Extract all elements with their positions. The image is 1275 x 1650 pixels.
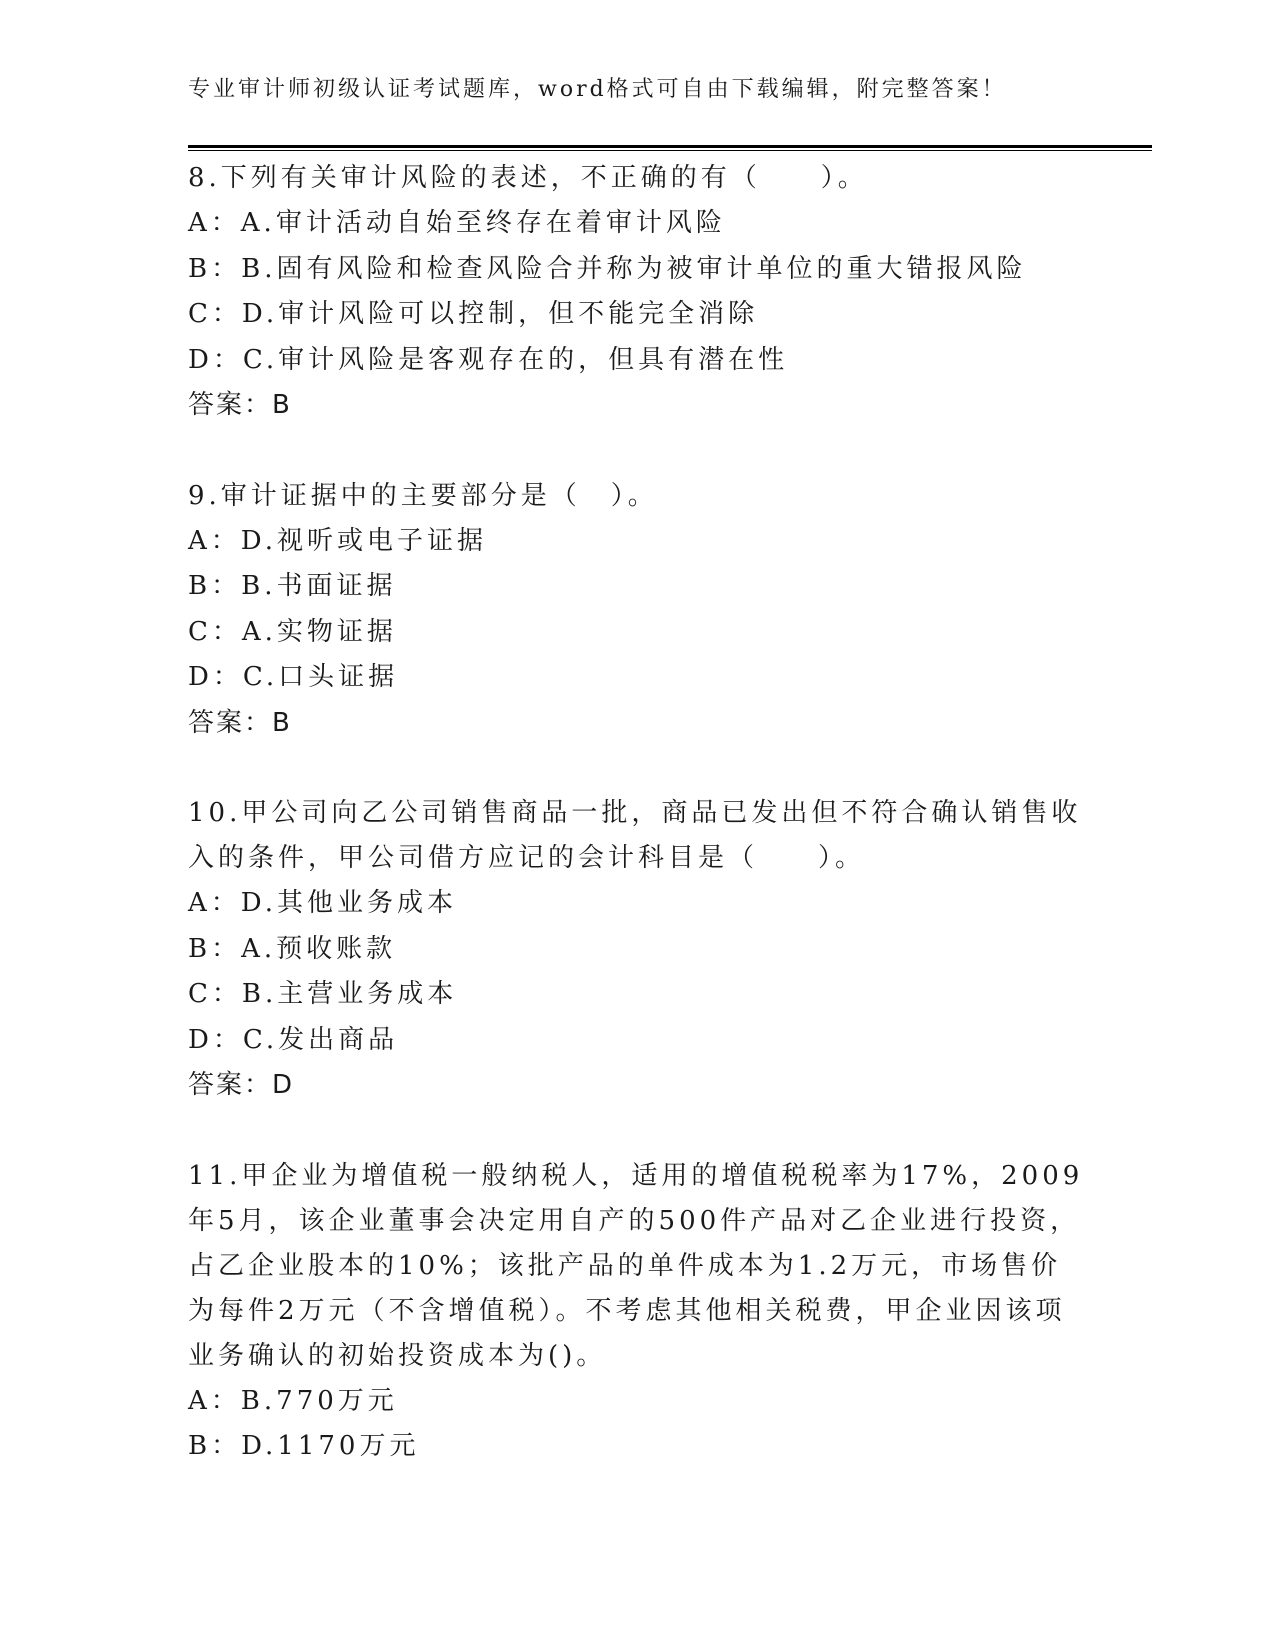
option-a: A：D.视听或电子证据 [188, 525, 487, 556]
option-b: B：D.1170万元 [188, 1431, 420, 1461]
header-rule-thick [188, 145, 1152, 148]
option-c: C：D.审计风险可以控制，但不能完全消除 [188, 299, 759, 329]
question-10 [188, 791, 1088, 1109]
answer: 答案：B [188, 390, 292, 420]
option-c: C：A.实物证据 [188, 616, 397, 647]
option-b: B：A.预收账款 [188, 933, 397, 964]
option-b: B：B.书面证据 [188, 571, 397, 601]
question-list [188, 156, 1088, 1515]
question-8 [188, 156, 1088, 429]
question-11 [188, 1154, 1088, 1470]
option-a: A：D.其他业务成本 [188, 888, 457, 918]
option-a: A：A.审计活动自始至终存在着审计风险 [188, 208, 726, 238]
question-text: 8.下列有关审计风险的表述，不正确的有（ ）。 [188, 163, 868, 193]
question-9 [188, 474, 1088, 747]
page-header: 专业审计师初级认证考试题库，word格式可自由下载编辑，附完整答案！ [188, 77, 1007, 102]
option-d: D：C.审计风险是客观存在的，但具有潜在性 [188, 344, 789, 375]
option-d: D：C.发出商品 [188, 1024, 399, 1055]
option-d: D：C.口头证据 [188, 662, 399, 692]
answer: 答案：B [188, 707, 292, 738]
option-c: C：B.主营业务成本 [188, 979, 458, 1009]
answer: 答案：D [188, 1070, 295, 1100]
question-text: 9.审计证据中的主要部分是（ ）。 [188, 480, 658, 511]
question-text: 10.甲公司向乙公司销售商品一批，商品已发出但不符合确认销售收入的条件，甲公司借方应记的会计科目是（ ）。 [188, 798, 1082, 873]
header-rule-thin [188, 150, 1152, 151]
option-a: A：B.770万元 [188, 1385, 398, 1416]
question-text: 11.甲企业为增值税一般纳税人，适用的增值税税率为17%，2009年5月，该企业董事会决定用自产的500件产品对乙企业进行投资，占乙企业股本的10%；该批产品的单件成本为1.2万元，市场售价为每件2万元（不含增值税）。不考虑其他相关税费，甲企业因该项业务确认的初始投资成本为()。 [188, 1160, 1084, 1371]
option-b: B：B.固有风险和检查风险合并称为被审计单位的重大错报风险 [188, 253, 1027, 284]
